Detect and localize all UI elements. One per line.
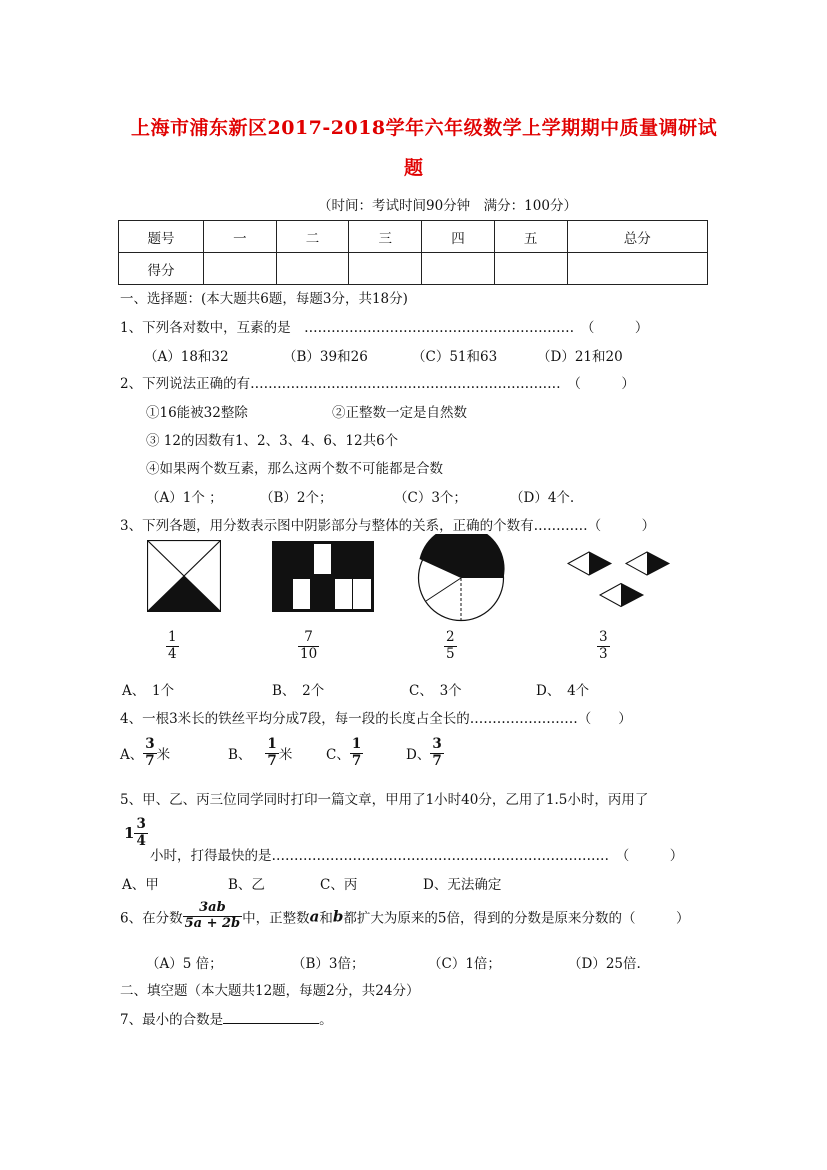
header-cell: 三	[349, 221, 422, 253]
unit: 米	[278, 747, 293, 764]
option-c[interactable]: C、 3个	[409, 683, 462, 699]
fraction: $\frac{3}{7}$	[145, 736, 155, 769]
question-4-stem: 4、一根3米长的铁丝平均分成7段，每一段的长度占全长的……………………（ ）	[120, 711, 632, 727]
score-table-score-row	[119, 253, 708, 285]
option-a[interactable]	[120, 737, 170, 769]
option-c[interactable]: （C）1倍；	[428, 956, 501, 972]
fraction: $\frac{3ab}{5a + 2b}$	[184, 900, 241, 931]
option-b[interactable]: B、 2个	[272, 683, 325, 699]
question-5-stem-cont: 小时，打得最快的是………………………………………………………………… （ ）	[150, 848, 684, 864]
option-a[interactable]: （A）18和32	[144, 349, 229, 365]
doc-title-line2: 题	[404, 157, 424, 179]
option-b[interactable]: （B）2个；	[260, 490, 333, 506]
option-b[interactable]: B、乙	[228, 877, 265, 893]
score-cell[interactable]	[349, 253, 422, 285]
option-a[interactable]: （A）1个 ；	[146, 490, 223, 506]
fraction: $\frac{1}{7}$	[351, 736, 362, 769]
option-c[interactable]: （C）3个；	[394, 490, 467, 506]
header-cell: 一	[204, 221, 277, 253]
row-label: 得分	[119, 253, 204, 285]
option-c[interactable]: （C）51和63	[412, 349, 498, 365]
answer-blank[interactable]	[223, 1011, 319, 1024]
option-d[interactable]: （D）25倍.	[568, 956, 641, 972]
option-label: D、	[406, 747, 431, 764]
figure-rectangle-grid	[272, 541, 374, 612]
option-a[interactable]: （A）5 倍；	[146, 956, 223, 972]
doc-title-line1: 上海市浦东新区2017-2018学年六年级数学上学期期中质量调研试	[131, 117, 718, 139]
exam-info: （时间：考试时间90分钟 满分：100分）	[318, 198, 577, 214]
fraction-label: $\frac{3}{3}$	[599, 629, 608, 662]
figure-diamonds	[567, 551, 671, 609]
figure-square-diagonals	[147, 540, 221, 612]
statement-1: ①16能被32整除	[146, 405, 248, 421]
header-cell: 总分	[567, 221, 707, 253]
header-cell: 二	[276, 221, 349, 253]
score-table-header-row	[119, 221, 708, 253]
statement-4: ④如果两个数互素，那么这两个数不可能都是合数	[146, 461, 443, 477]
fraction-label: $\frac{7}{10}$	[300, 629, 318, 662]
question-6-stem: 6、在分数 $\frac{3ab}{5a + 2b}$ 中，正整数a和b都扩大为原来的5倍，得到的分数是原来分数的（ ）	[120, 900, 690, 931]
question-7: 7、最小的合数是 。	[120, 1012, 333, 1028]
fraction-label: $\frac{2}{5}$	[446, 629, 455, 662]
score-cell[interactable]	[276, 253, 349, 285]
option-d[interactable]	[406, 737, 444, 769]
option-c[interactable]	[326, 737, 363, 769]
score-cell[interactable]	[204, 253, 277, 285]
unit: 米	[156, 747, 171, 764]
question-2-stem: 2、下列说法正确的有…………………………………………………………… （ ）	[120, 376, 635, 392]
mixed-number: 1 $\frac{3}{4}$	[124, 816, 146, 849]
header-cell: 五	[494, 221, 567, 253]
option-a[interactable]: A、 1个	[122, 683, 175, 699]
option-d[interactable]: D、无法确定	[423, 877, 502, 893]
score-cell[interactable]	[494, 253, 567, 285]
option-d[interactable]: （D）4个.	[510, 490, 575, 506]
option-label: A、	[120, 747, 144, 764]
option-d[interactable]: （D）21和20	[537, 349, 623, 365]
statement-2: ②正整数一定是自然数	[332, 405, 467, 421]
section-heading: 二、填空题（本大题共12题，每题2分，共24分）	[120, 983, 420, 999]
option-b[interactable]: （B）39和26	[283, 349, 368, 365]
figure-circle-sectors	[417, 534, 505, 622]
question-3-stem: 3、下列各题，用分数表示图中阴影部分与整体的关系，正确的个数有…………（ ）	[120, 518, 656, 534]
statement-3: ③ 12的因数有1、2、3、4、6、12共6个	[146, 433, 399, 449]
question-1-stem: 1、下列各对数中，互素的是 …………………………………………………… （ ）	[120, 320, 649, 336]
option-c[interactable]: C、丙	[320, 877, 358, 893]
option-b[interactable]: （B）3倍；	[292, 956, 365, 972]
option-d[interactable]: D、 4个	[536, 683, 590, 699]
section-heading: 一、选择题：(本大题共6题，每题3分，共18分)	[120, 291, 408, 307]
header-cell: 题号	[119, 221, 204, 253]
score-cell[interactable]	[422, 253, 495, 285]
option-label: B、	[228, 747, 252, 764]
option-b[interactable]	[228, 737, 292, 769]
header-cell: 四	[422, 221, 495, 253]
fraction-label: $\frac{1}{4}$	[168, 629, 177, 662]
score-cell[interactable]	[567, 253, 707, 285]
fraction: $\frac{3}{7}$	[432, 736, 442, 769]
score-table	[118, 220, 708, 285]
option-a[interactable]: A、甲	[122, 877, 159, 893]
question-5-stem: 5、甲、乙、丙三位同学同时打印一篇文章，甲用了1小时40分，乙用了1.5小时，丙用了	[120, 792, 649, 808]
option-label: C、	[326, 747, 350, 764]
fraction: $\frac{1}{7}$	[267, 736, 277, 769]
